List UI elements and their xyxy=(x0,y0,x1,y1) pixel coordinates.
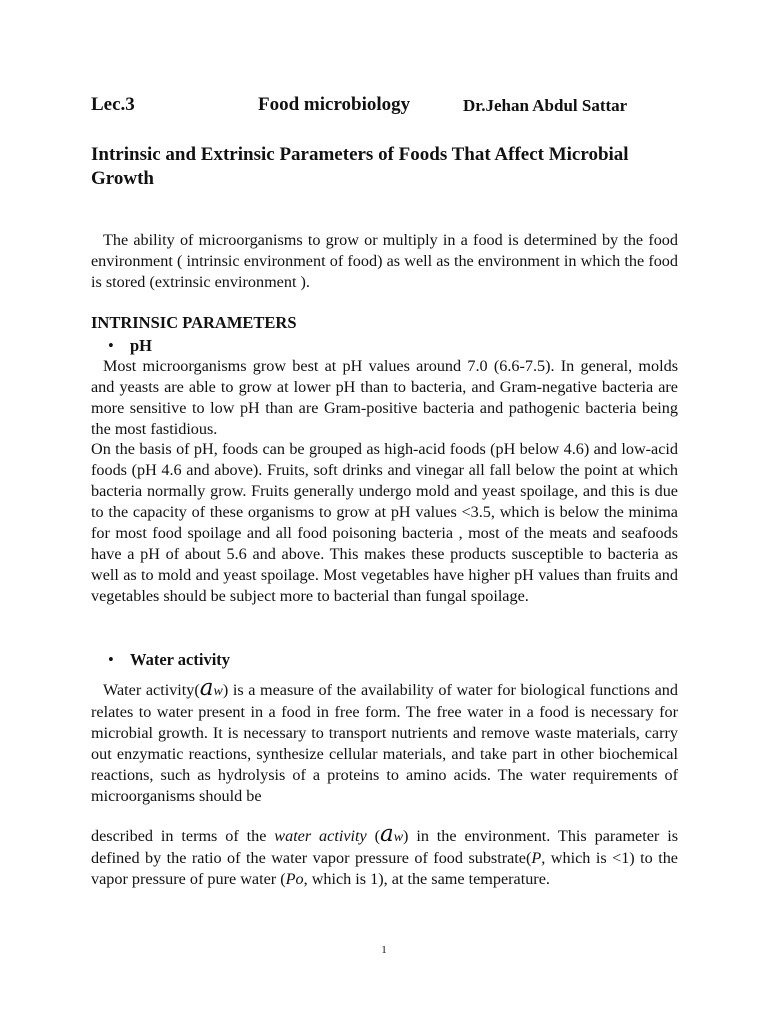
course-name: Food microbiology xyxy=(258,94,411,115)
wa2-italic-term: water activity xyxy=(274,827,367,845)
bullet-dot-icon: • xyxy=(108,336,114,355)
bullet-water-activity-label: Water activity xyxy=(130,650,231,669)
aw-subscript: w xyxy=(213,684,223,699)
lecture-header xyxy=(91,94,691,120)
bullet-ph-label: pH xyxy=(130,336,153,355)
wa2-symbol-po: Po xyxy=(285,870,304,888)
ph-paragraph-2: On the basis of pH, foods can be grouped as high-acid foods (pH below 4.6) and low-acid foods (pH 4.6 and above). Fruits, soft drinks and vinegar all fall below the point at which bacteria normally grow. Fruits generally undergo mold and yeast spoilage, and this is due to the capacity of these organisms to grow at pH values <3.5, which is below the minima for most food spoilage and all food poisoning bacteria , most of the meats and seafoods have a pH of about 5.6 and above. This makes these products susceptible to bacteria as well as to mold and yeast spoilage. Most vegetables have higher pH values than fruits and vegetables should be subject more to bacterial than fungal spoilage. xyxy=(91,440,678,605)
bullet-ph xyxy=(108,336,152,356)
wa2-text-start: described in terms of the xyxy=(91,827,275,845)
water-activity-paragraph-1 xyxy=(91,675,678,807)
aw-symbol: a xyxy=(199,675,214,701)
aw-subscript: w xyxy=(393,830,404,845)
wa-text-rest: ) is a measure of the availability of water for biological functions and relates to water present in a food in free form. The free water in a food is necessary for microbial growth. It is necessary to transport nutrients and remove waste materials, carry out enzymatic reactions, synthesize cellular materials, and take part in other biochemical reactions, such as hydrolysis of a proteins to amino acids. The water requirements of microorganisms should be xyxy=(91,681,678,805)
page-number: 1 xyxy=(381,944,387,956)
author-name: Dr.Jehan Abdul Sattar xyxy=(463,96,628,115)
ph-paragraph-1: Most microorganisms grow best at pH values around 7.0 (6.6-7.5). In general, molds and yeasts are able to grow at lower pH than to bacteria, and Gram-negative bacteria are more sensitive to low pH than are Gram-positive bacteria and pathogenic bacteria being the most fastidious. xyxy=(91,357,678,438)
wa2-text-mid2: , which is <1) to the vapor pressure of pure water ( xyxy=(91,849,678,888)
intro-paragraph: The ability of microorganisms to grow or multiply in a food is determined by the food environment ( intrinsic environment of food) as well as the environment in which the food is stored (extrinsic environment ). xyxy=(91,231,678,291)
section-heading-intrinsic: INTRINSIC PARAMETERS xyxy=(91,313,297,332)
wa2-text-mid: ) in the environment. This parameter is defined by the ratio of the water vapor pressure of food substrate( xyxy=(91,827,678,867)
wa-text-start: Water activity( xyxy=(103,681,200,699)
water-activity-paragraph-2 xyxy=(91,821,678,890)
aw-symbol: a xyxy=(379,821,394,847)
page-title: Intrinsic and Extrinsic Parameters of Foods That Affect Microbial Growth xyxy=(91,144,629,189)
bullet-dot-icon: • xyxy=(108,650,114,669)
wa2-text-end: , which is 1), at the same temperature. xyxy=(303,870,550,888)
lecture-number: Lec.3 xyxy=(91,94,135,115)
bullet-water-activity xyxy=(108,650,230,670)
wa2-open-paren: ( xyxy=(366,827,380,845)
wa2-symbol-p: P xyxy=(531,849,542,867)
